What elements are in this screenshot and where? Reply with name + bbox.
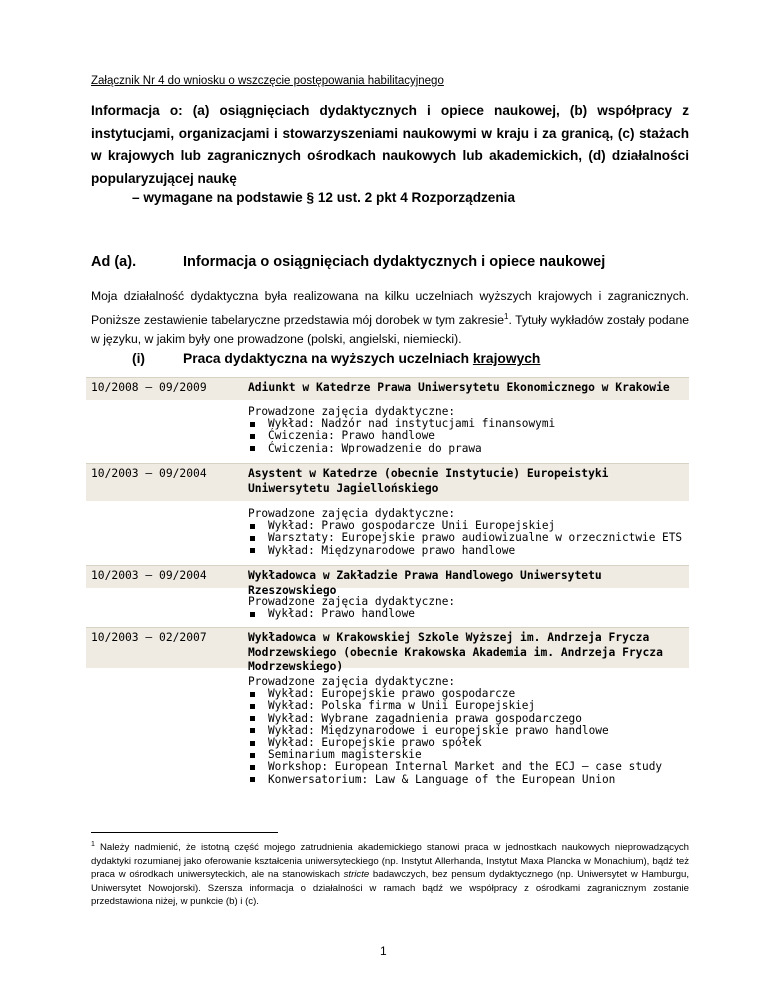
- entry-position: Wykładowca w Krakowskiej Szkole Wyższej im. Andrzeja Frycza Modrzewskiego (obecnie Krakowska Akademia im. Andrzeja Frycza Modrzewskiego): [248, 631, 663, 673]
- courses-header: Prowadzone zajęcia dydaktyczne:: [248, 405, 456, 418]
- footnote-reference: 1: [504, 311, 509, 321]
- entry-position: Asystent w Katedrze (obecnie Instytucie) Europeistyki Uniwersytetu Jagiellońskiego: [248, 467, 609, 495]
- entry-date: 10/2003 – 09/2004: [91, 569, 207, 582]
- section-label: Ad (a).: [91, 254, 137, 270]
- entry-row: [86, 627, 689, 673]
- entry-date: 10/2003 – 09/2004: [91, 467, 207, 480]
- course-item: Wykład: Międzynarodowe i europejskie prawo handlowe: [248, 725, 662, 737]
- course-item: Wykład: Europejskie prawo spółek: [248, 737, 662, 749]
- subsection-label: (i): [132, 351, 146, 366]
- course-item: Wykład: Polska firma w Unii Europejskiej: [248, 700, 662, 712]
- entry-date: 10/2008 – 09/2009: [91, 381, 207, 394]
- course-item: Workshop: European Internal Market and the ECJ – case study: [248, 761, 662, 773]
- intro-text-after: . Tytuły wykładów zostały podane w języku, w jakim były one prowadzone (polski, angielski, niemiecki).: [91, 312, 689, 347]
- entry-date: 10/2003 – 02/2007: [91, 631, 207, 644]
- course-item: Wykład: Wybrane zagadnienia prawa gospodarczego: [248, 713, 662, 725]
- intro-paragraph: [91, 287, 689, 350]
- course-list: [248, 406, 555, 455]
- required-basis-line: – wymagane na podstawie § 12 ust. 2 pkt 4 Rozporządzenia: [132, 190, 516, 205]
- course-item: Wykład: Nadzór nad instytucjami finansowymi: [248, 418, 555, 430]
- courses-header: Prowadzone zajęcia dydaktyczne:: [248, 507, 456, 520]
- course-item: Konwersatorium: Law & Language of the European Union: [248, 774, 662, 786]
- entry-row: [86, 463, 689, 501]
- course-item: Wykład: Prawo handlowe: [248, 608, 455, 620]
- intro-text-before: Moja działalność dydaktyczna była realizowana na kilku uczelniach wyższych krajowych i zagranicznych. Poniższe zestawienie tabelaryczne przedstawia mój dorobek w tym zakresie: [91, 289, 689, 327]
- course-item: Ćwiczenia: Prawo handlowe: [248, 430, 555, 442]
- subsection-title-underlined: krajowych: [472, 351, 541, 366]
- entry-row: [86, 377, 689, 400]
- subsection-title: [183, 351, 540, 366]
- course-list: [248, 596, 455, 620]
- entry-position: Adiunkt w Katedrze Prawa Uniwersytetu Ekonomicznego w Krakowie: [248, 381, 670, 394]
- footnote-italic: stricte: [343, 869, 370, 881]
- course-item: Seminarium magisterskie: [248, 749, 662, 761]
- courses-header: Prowadzone zajęcia dydaktyczne:: [248, 675, 456, 688]
- page-number: 1: [380, 944, 387, 958]
- main-heading: Informacja o: (a) osiągnięciach dydaktycznych i opiece naukowej, (b) współpracy z instytucjami, organizacjami i stowarzyszeniami naukowymi w kraju i za granicą, (c) stażach w krajowych lub zagranicznych ośrodkach naukowych lub akademickich, (d) działalności popularyzującej naukę: [91, 103, 689, 186]
- entry-row: [86, 565, 689, 597]
- footnote-text-before: Należy nadmienić, że istotną część mojego zatrudnienia akademickiego stanowi praca w jednostkach naukowych nieprowadzących dydaktyki rozumianej jako oferowanie kształcenia uniwersyteckiego (np. Instytut Allerhanda, Instytut Maxa Plancka w Monachium), bądź też praca w ośrodkach uniwersyteckich, ale na stanowiskach: [91, 842, 689, 881]
- attachment-line: Załącznik Nr 4 do wniosku o wszczęcie postępowania habilitacyjnego: [91, 75, 444, 87]
- subsection-title-prefix: Praca dydaktyczna na wyższych uczelniach: [183, 351, 473, 366]
- course-item: Wykład: Prawo gospodarcze Unii Europejskiej: [248, 520, 682, 532]
- footnote-text-after: badawczych, bez pensum dydaktycznego (np. Uniwersytet w Hamburgu, Uniwersytet Nowojorski). Szersza informacja o działalności w ramach bądź we współpracy z ośrodkami zagranicznym zostanie przedstawiona niżej, w punkcie (b) i (c).: [91, 869, 689, 908]
- section-title: Informacja o osiągnięciach dydaktycznych i opiece naukowej: [183, 254, 606, 270]
- course-item: Warsztaty: Europejskie prawo audiowizualne w orzecznictwie ETS: [248, 532, 682, 544]
- course-item: Wykład: Międzynarodowe prawo handlowe: [248, 545, 682, 557]
- course-list: [248, 676, 662, 786]
- footnote-number: 1: [91, 841, 95, 848]
- footnote-separator: [91, 832, 278, 833]
- footnote: [91, 838, 689, 909]
- courses-header: Prowadzone zajęcia dydaktyczne:: [248, 595, 456, 608]
- course-item: Wykład: Europejskie prawo gospodarcze: [248, 688, 662, 700]
- course-list: [248, 508, 682, 557]
- entry-position: Wykładowca w Zakładzie Prawa Handlowego Uniwersytetu Rzeszowskiego: [248, 569, 602, 597]
- course-item: Ćwiczenia: Wprowadzenie do prawa: [248, 443, 555, 455]
